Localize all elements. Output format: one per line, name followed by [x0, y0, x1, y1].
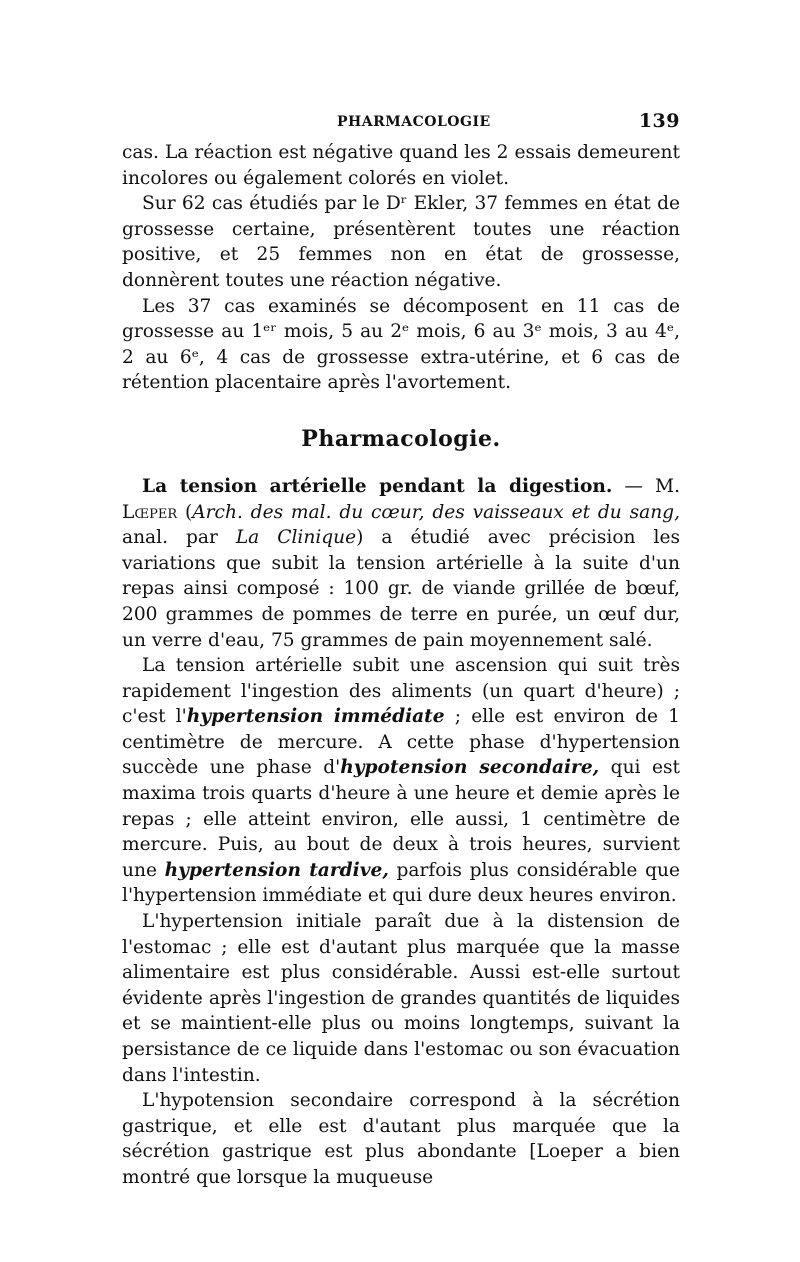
article-paragraph-3: L'hypertension initiale paraît due à la distension de l'estomac ; elle est d'autant plus marquée que la masse alimentaire est plus considérable. Aussi est-elle surtout évidente après l'ingestion de grandes quantités de liquides et se maintient-elle plus ou moins longtemps, suivant la persistance de ce liquide dans l'estomac ou son évacuation dans l'intestin. [122, 911, 680, 1086]
paragraph-3: Les 37 cas examinés se décomposent en 11 cas de grossesse au 1ᵉʳ mois, 5 au 2ᵉ mois, 6 au 3ᵉ mois, 3 au 4ᵉ, 2 au 6ᵉ, 4 cas de grossesse extra-utérine, et 6 cas de rétention placentaire après l'avortement. [122, 295, 680, 394]
article-intro-paragraph [122, 474, 680, 653]
paragraph-1: cas. La réaction est négative quand les 2 essais demeurent incolores ou également colorés en violet. [122, 142, 680, 189]
section-title: Pharmacologie. [301, 425, 501, 452]
article-source: Arch. des mal. du cœur, des vaisseaux et du sang, [192, 501, 680, 523]
p2-text-b: ; elle est environ de 1 centimètre de mercure. A cette phase d'hypertension succède une phase d' [122, 706, 680, 779]
article-dash: — M. [612, 475, 680, 497]
p2-text-d: parfois plus considérable que l'hypertension immédiate et qui dure deux heures environ. [122, 859, 680, 907]
page-number: 139 [638, 110, 680, 132]
article-paragraph-4: L'hypotension secondaire correspond à la sécrétion gastrique, et elle est d'autant plus marquée que la sécrétion gastrique est plus abondante [Loeper a bien montré que lorsque la muqueuse [122, 1090, 680, 1188]
book-page [122, 108, 680, 1191]
running-head-title: PHARMACOLOGIE [337, 114, 491, 130]
article-source-open: ( [177, 501, 193, 523]
article-source-rest: anal. par [122, 527, 236, 549]
term-hypertension-tardive: hypertension tardive, [164, 859, 389, 881]
running-head [122, 108, 680, 140]
article-author: Lœper [122, 501, 178, 523]
p2-text-a: La tension artérielle subit une ascension qui suit très rapidement l'ingestion des aliments (un quart d'heure) ; c'est l' [122, 655, 680, 728]
article-reviewer: La Clinique [235, 527, 357, 549]
paragraph-2: Sur 62 cas étudiés par le Dʳ Ekler, 37 femmes en état de grossesse certaine, présentèrent toutes une réaction positive, et 25 femmes non en état de grossesse, donnèrent toutes une réaction négative. [122, 193, 680, 291]
term-hypertension-immediate: hypertension immédiate [186, 706, 445, 728]
p2-text-c: qui est maxima trois quarts d'heure à une heure et demie après le repas ; elle atteint environ, elle aussi, 1 centimètre de mercure. Puis, au bout de deux à trois heures, survient une [122, 757, 681, 881]
article-intro-rest: ) a étudié avec précision les variations que subit la tension artérielle à la suite d'un repas ainsi composé : 100 gr. de viande grillée de bœuf, 200 grammes de pommes de terre en purée, un œuf dur, un verre d'eau, 75 grammes de pain moyennement salé. [122, 527, 680, 651]
article-paragraph-2 [122, 653, 680, 909]
article-heading: La tension artérielle pendant la digestion. [142, 475, 613, 497]
term-hypotension-secondaire: hypotension secondaire, [340, 757, 600, 779]
